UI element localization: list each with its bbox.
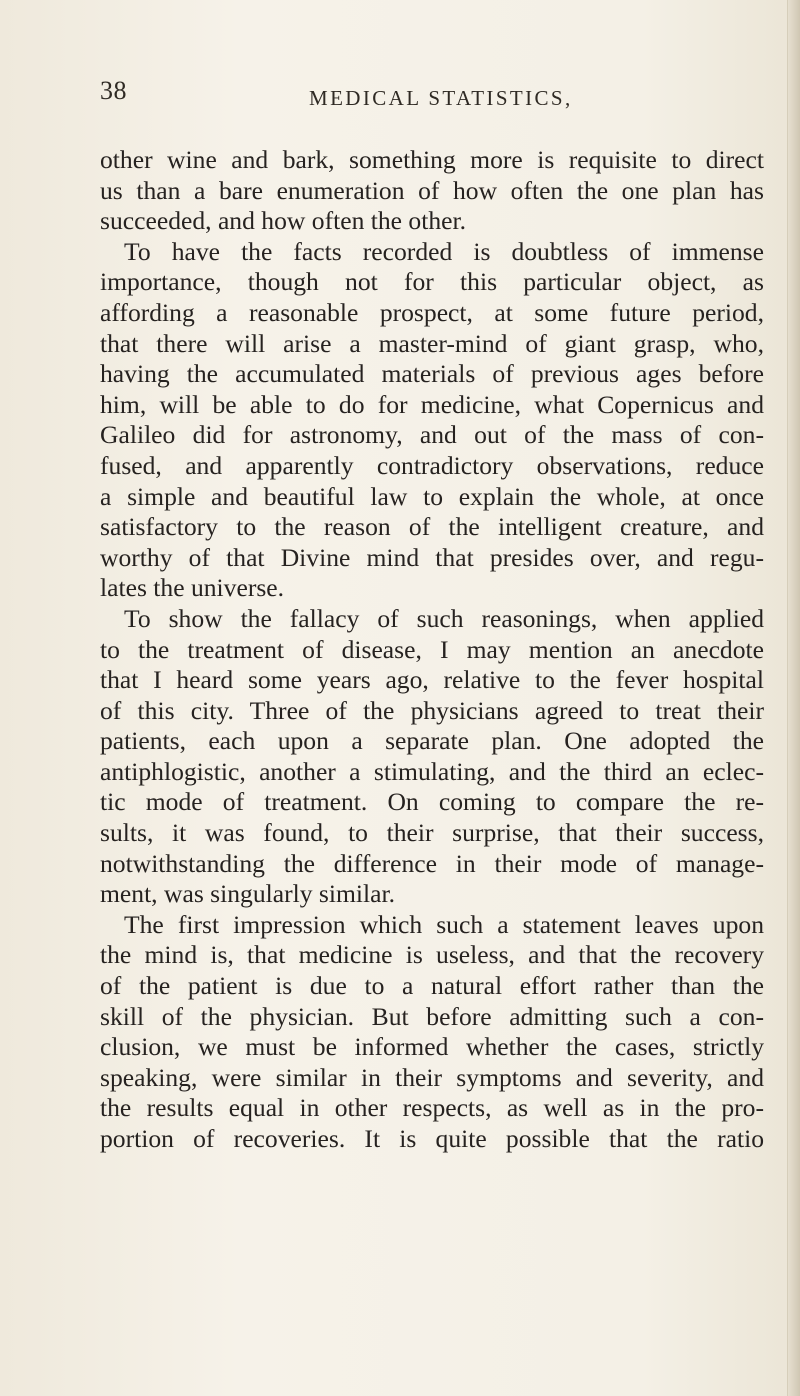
text-line: portion of recoveries. It is quite possible that the ratio [100,1124,764,1153]
text-line: of this city. Three of the physicians agreed to treat their [100,695,764,725]
text-line: sults, it was found, to their surprise, that their success, [100,818,764,848]
text-line: speaking, were similar in their symptoms and severity, and [100,1062,764,1092]
text-line: patients, each upon a separate plan. One adopted the [100,726,764,756]
text-line: the mind is, that medicine is useless, and that the recovery [100,940,764,970]
text-line: lates the universe. [100,573,285,603]
text-line: affording a reasonable prospect, at some future period, [100,297,764,327]
text-line: skill of the physician. But before admitting such a con- [100,1001,764,1031]
text-line: The first impression which such a statement leaves upon [124,909,764,939]
text-line: ment, was singularly similar. [100,879,396,909]
text-line: to the treatment of disease, I may mention an anecdote [100,634,764,664]
running-head: MEDICAL STATISTICS, [309,86,573,110]
body-text [100,145,764,1155]
text-line: succeeded, and how often the other. [100,206,466,236]
text-line: To show the fallacy of such reasonings, when applied [124,603,764,633]
text-line: fused, and apparently contradictory observations, reduce [100,450,764,480]
text-line: antiphlogistic, another a stimulating, and the third an eclec- [100,756,764,786]
text-line: other wine and bark, something more is requisite to direct [100,145,764,174]
text-line: the results equal in other respects, as well as in the pro- [100,1093,764,1123]
text-line: To have the facts recorded is doubtless of immense [124,236,764,266]
text-line: tic mode of treatment. On coming to compare the re- [100,787,764,817]
page-number: 38 [100,76,127,105]
text-line: worthy of that Divine mind that presides over, and regu- [100,542,764,572]
text-line: having the accumulated materials of previous ages before [100,359,764,389]
text-line: a simple and beautiful law to explain the whole, at once [100,481,764,511]
text-line: of the patient is due to a natural effort rather than the [100,971,764,1001]
text-line: us than a bare enumeration of how often the one plan has [100,175,764,205]
text-line: him, will be able to do for medicine, what Copernicus and [100,389,764,419]
text-line: Galileo did for astronomy, and out of the mass of con- [100,420,764,450]
text-line: clusion, we must be informed whether the cases, strictly [100,1032,764,1062]
page-edge [787,0,800,1396]
text-line: satisfactory to the reason of the intelligent creature, and [100,512,764,542]
text-line: that I heard some years ago, relative to the fever hospital [100,665,764,695]
text-line: that there will arise a master-mind of giant grasp, who, [100,328,764,358]
text-line: importance, though not for this particular object, as [100,267,764,297]
text-line: notwithstanding the difference in their mode of manage- [100,848,764,878]
